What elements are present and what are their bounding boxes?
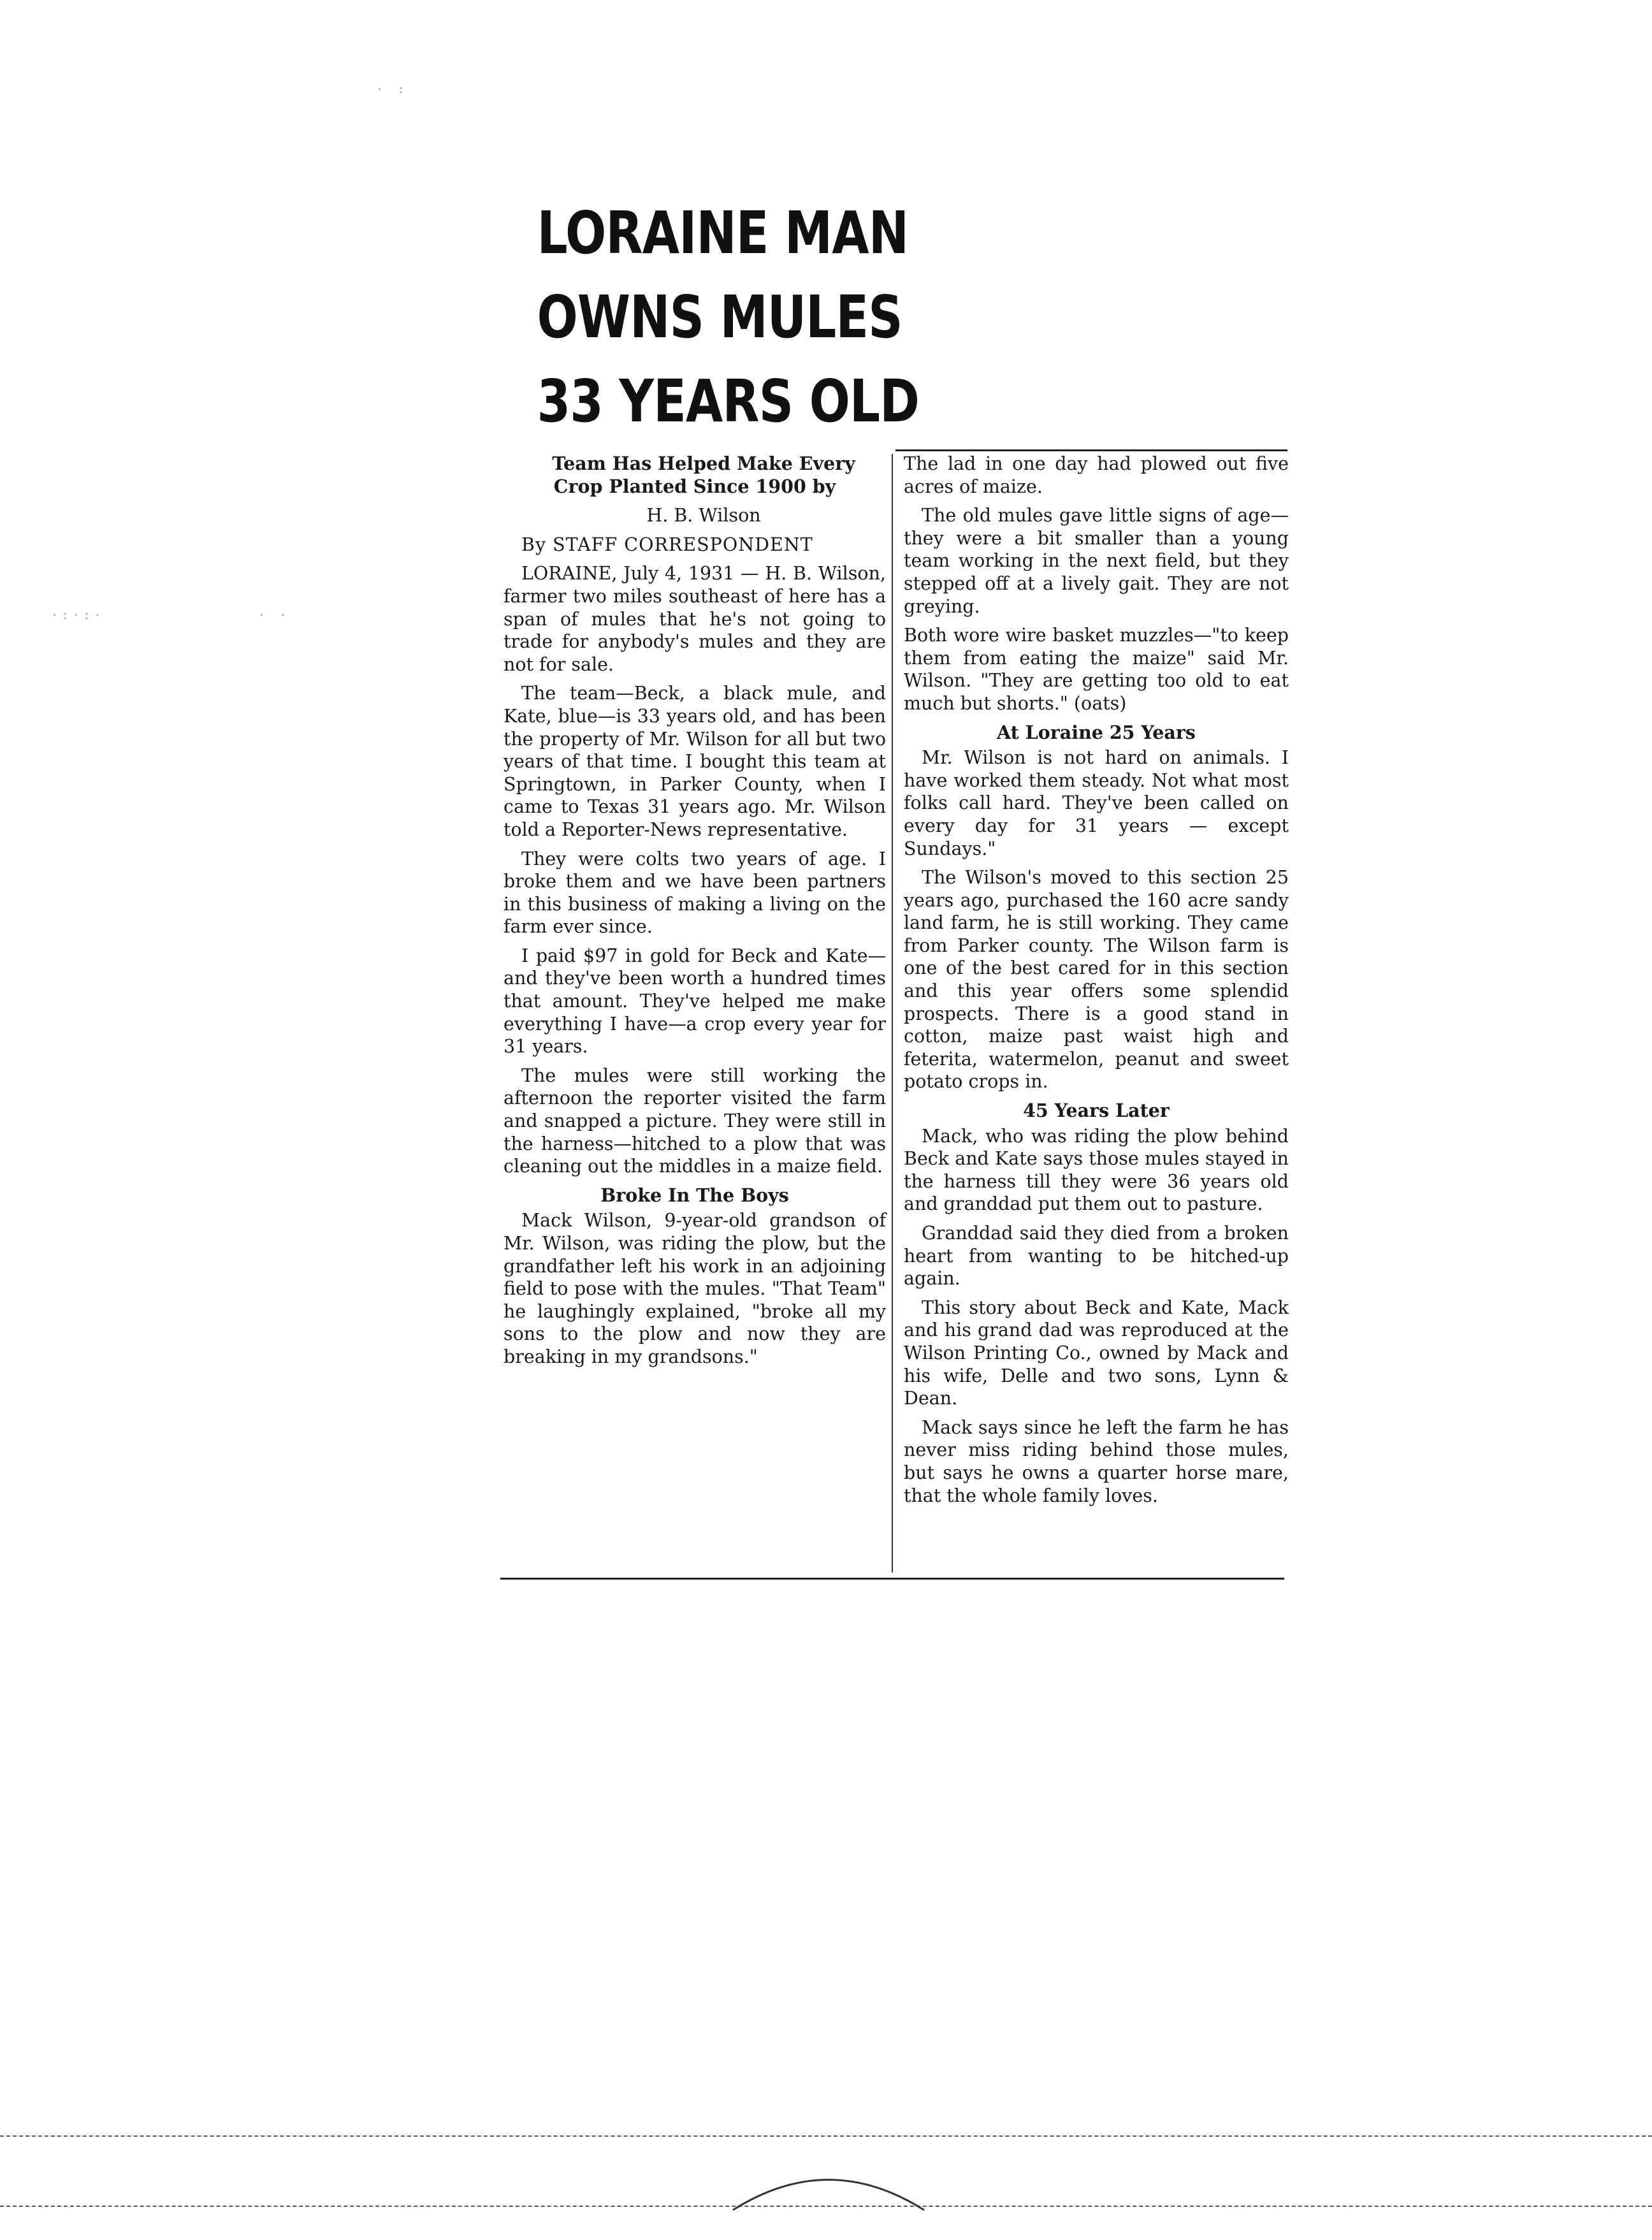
scan-speck: · · [258,609,291,622]
paragraph: Mack says since he left the farm he has never miss riding behind those mules, but says he owns a quarter horse mare, that the whole family loves. [904,1416,1289,1506]
column-divider [892,454,893,1573]
paragraph: I paid $97 in gold for Beck and Kate—and they've been worth a hundred times that amount. They've helped me make everything I have—a crop every year for 31 years. [504,945,886,1058]
bottom-rule [500,1578,1284,1580]
byline: By STAFF CORRESPONDENT [521,534,813,555]
deck-text: Team Has Helped Make Every Crop Planted Since 1900 by [552,453,855,497]
paragraph: The old mules gave little signs of age—they were a bit smaller than a young team working in the next field, but they stepped off at a lively gait. They are not greying. [904,505,1289,617]
subhead-at-loraine-25-years: At Loraine 25 Years [997,721,1196,743]
subhead-broke-in-the-boys: Broke In The Boys [600,1184,789,1206]
paragraph: Granddad said they died from a broken heart from wanting to be hitched-up again. [904,1223,1289,1290]
paragraph: Mack Wilson, 9-year-old grandson of Mr. Wilson, was riding the plow, but the grandfather left his work in an adjoining field to pose with the mules. "That Team" he laughingly explained, "broke all my sons to the plow and now they are breaking in my grandsons." [504,1210,886,1367]
paragraph: The Wilson's moved to this section 25 years ago, purchased the 160 acre sandy land farm, he is still working. They came from Parker county. The Wilson farm is one of the best cared for in this section and this year offers some splendid prospects. There is a good stand in cotton, maize past waist high and feterita, watermelon, peanut and sweet potato crops in. [904,867,1289,1093]
paragraph: Mack, who was riding the plow behind Beck and Kate says those mules stayed in the harness till they were 36 years old and granddad put them out to pasture. [904,1125,1289,1215]
subhead-45-years-later: 45 Years Later [1023,1100,1170,1122]
scan-arc-path [733,2180,924,2211]
paragraph: This story about Beck and Kate, Mack and his grand dad was reproduced at the Wilson Printing Co., owned by Mack and his wife, Delle and two sons, Lynn & Dean. [904,1297,1289,1409]
paragraph: The team—Beck, a black mule, and Kate, blue—is 33 years old, and has been the property of Mr. Wilson for all but two years of that time. I bought this team at Springtown, in Parker County, when I came to Texas 31 years ago. Mr. Wilson told a Reporter-News representative. [504,683,886,840]
headline-line-3: 33 YEARS OLD [537,367,920,435]
paragraph: The lad in one day had plowed out five acres of maize. [904,453,1289,497]
left-column [504,453,886,1375]
deck-name: H. B. Wilson [646,505,761,527]
scan-arc-mark [727,2162,931,2213]
top-rule-right [895,449,1287,451]
paragraph: LORAINE, July 4, 1931 — H. B. Wilson, farmer two miles southeast of here has a span of mules that he's not going to trade for anybody's mules and they are not for sale. [504,563,886,675]
scan-edge-line [0,2135,1652,2137]
headline [537,191,920,444]
scan-speck: ·:·:· [51,609,105,622]
headline-line-1: LORAINE MAN [537,199,909,267]
headline-line-2: OWNS MULES [537,283,902,351]
paragraph: Mr. Wilson is not hard on animals. I have worked them steady. Not what most folks call hard. They've been called on every day for 31 years — except Sundays." [904,747,1289,859]
right-column [904,453,1289,1513]
paragraph: Both wore wire basket muzzles—"to keep them from eating the maize" said Mr. Wilson. "They are getting too old to eat much but shorts." (oats) [904,625,1289,714]
paragraph: They were colts two years of age. I broke them and we have been partners in this business of making a living on the farm ever since. [504,848,886,938]
scan-speck: · : [376,83,409,96]
paragraph: The mules were still working the afternoon the reporter visited the farm and snapped a picture. They were still in the harness—hitched to a plow that was cleaning out the middles in a maize field. [504,1065,886,1177]
